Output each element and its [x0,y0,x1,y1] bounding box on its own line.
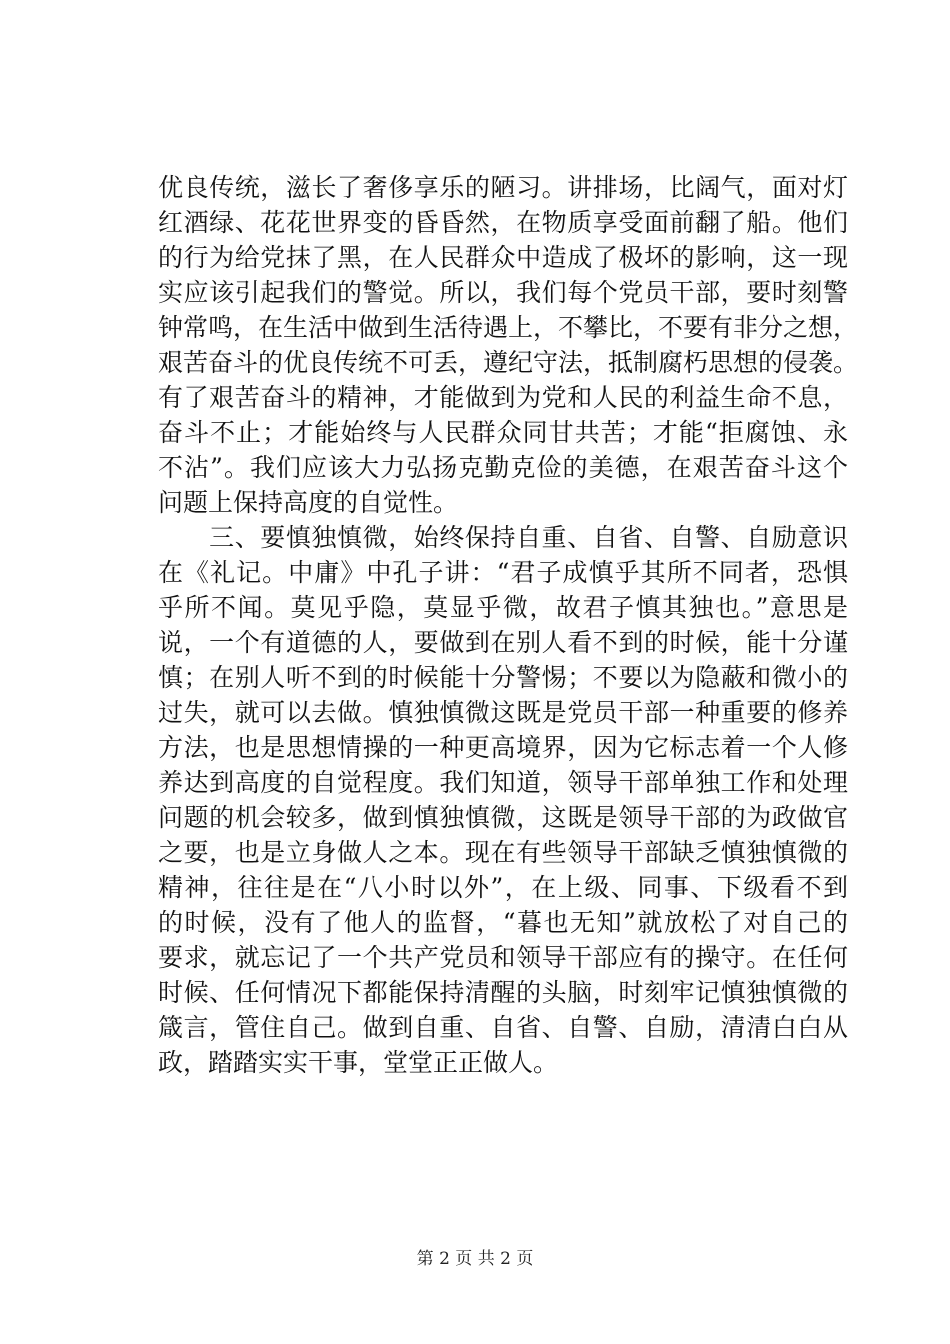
text-line: 过失，就可以去做。慎独慎微这既是党员干部一种重要的修养 [158,698,848,727]
text-line: 奋斗不止；才能始终与人民群众同甘共苦；才能“拒腐蚀、永 [158,418,848,447]
text-line: 方法，也是思想情操的一种更高境界，因为它标志着一个人修 [158,733,848,762]
text-line: 养达到高度的自觉程度。我们知道，领导干部单独工作和处理 [158,768,848,797]
body-text [158,170,859,1080]
text-line: 问题上保持高度的自觉性。 [158,488,459,517]
text-line: 精神，往往是在“八小时以外”，在上级、同事、下级看不到 [158,873,848,902]
page-footer: 第 2 页 共 2 页 [416,1249,534,1269]
text-line: 的行为给党抹了黑，在人民群众中造成了极坏的影响，这一现 [158,243,848,272]
text-line: 红酒绿、花花世界变的昏昏然，在物质享受面前翻了船。他们 [158,208,848,237]
text-line: 政，踏踏实实干事，堂堂正正做人。 [158,1048,559,1077]
text-line: 优良传统，滋长了奢侈享乐的陋习。讲排场，比阔气，面对灯 [158,173,848,202]
text-line: 的时候，没有了他人的监督，“暮也无知”就放松了对自己的 [158,908,848,937]
text-line: 箴言，管住自己。做到自重、自省、自警、自励，清清白白从 [158,1013,848,1042]
text-line: 时候、任何情况下都能保持清醒的头脑，时刻牢记慎独慎微的 [158,978,848,1007]
text-line: 在《礼记。中庸》中孔子讲：“君子成慎乎其所不同者，恐惧 [158,558,848,587]
text-line: 慎；在别人听不到的时候能十分警惕；不要以为隐蔽和微小的 [158,663,848,692]
text-line: 说，一个有道德的人，要做到在别人看不到的时候，能十分谨 [158,628,848,657]
text-line: 实应该引起我们的警觉。所以，我们每个党员干部，要时刻警 [158,278,848,307]
text-line: 钟常鸣，在生活中做到生活待遇上，不攀比，不要有非分之想， [158,313,859,342]
text-line: 乎所不闻。莫见乎隐，莫显乎微，故君子慎其独也。”意思是 [158,593,848,622]
text-line: 问题的机会较多，做到慎独慎微，这既是领导干部的为政做官 [158,803,848,832]
text-line: 之要，也是立身做人之本。现在有些领导干部缺乏慎独慎微的 [158,838,848,867]
text-line: 有了艰苦奋斗的精神，才能做到为党和人民的利益生命不息， [158,383,848,412]
text-line: 三、要慎独慎微，始终保持自重、自省、自警、自励意识 [158,523,848,552]
text-line: 要求，就忘记了一个共产党员和领导干部应有的操守。在任何 [158,943,848,972]
text-line: 不沾”。我们应该大力弘扬克勤克俭的美德，在艰苦奋斗这个 [158,453,848,482]
text-line: 艰苦奋斗的优良传统不可丢，遵纪守法，抵制腐朽思想的侵袭。 [158,348,859,377]
